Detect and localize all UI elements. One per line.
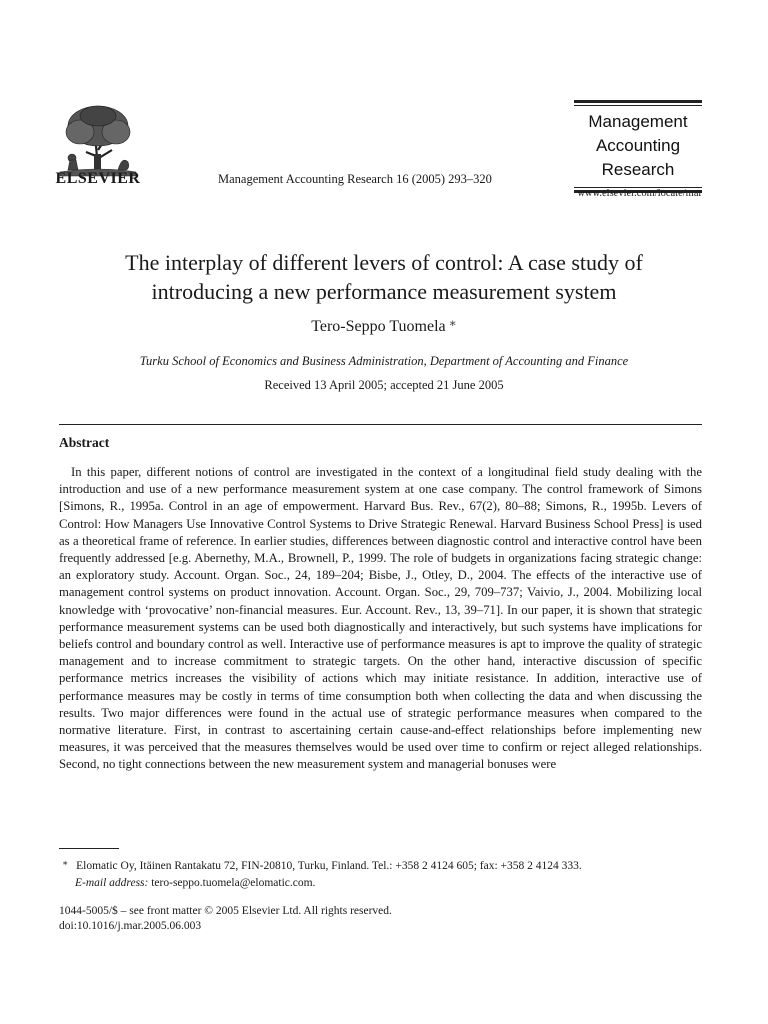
journal-title-line: Accounting (595, 136, 681, 155)
article-title-line: The interplay of different levers of control: A case study of (125, 250, 643, 275)
abstract-top-rule (59, 424, 702, 425)
author-affiliation: Turku School of Economics and Business Administration, Department of Accounting and Finance (139, 354, 629, 368)
footnote-rule (59, 848, 119, 849)
journal-title-line: Management (588, 112, 688, 131)
journal-title-box (574, 100, 702, 193)
email-label: E-mail address: (75, 877, 149, 889)
abstract-heading: Abstract (59, 435, 110, 450)
email-address[interactable]: tero-seppo.tuomela@elomatic.com. (151, 877, 316, 889)
received-dates: Received 13 April 2005; accepted 21 June 2005 (264, 378, 504, 392)
journal-title-line: Research (601, 160, 675, 179)
footnote-address: Elomatic Oy, Itäinen Rantakatu 72, FIN-20810, Turku, Finland. Tel.: +358 2 4124 605; fax: +358 2 4124 333. (76, 860, 582, 872)
journal-title (574, 106, 702, 185)
journal-citation: Management Accounting Research 16 (2005) 293–320 (218, 172, 492, 186)
issn-line: 1044-5005/$ – see front matter © 2005 Elsevier Ltd. All rights reserved. (59, 905, 392, 917)
article-title-line: introducing a new performance measurement system (151, 279, 617, 304)
journal-title-top-rule (574, 100, 702, 103)
front-matter (59, 904, 392, 934)
doi-line[interactable]: doi:10.1016/j.mar.2005.06.003 (59, 920, 202, 932)
author-line (60, 316, 708, 336)
footnote-mark: ∗ (62, 858, 69, 868)
abstract-body: In this paper, different notions of control are investigated in the context of a longitudinal field study dealing with the introduction and use of a new performance measurement system at one case company. The control framework of Simons [Simons, R., 1995a. Control in an age of empowerment. Harvard Bus. Rev., 67(2), 80–88; Simons, R., 1995b. Levers of Control: How Managers Use Innovative Control Systems to Drive Strategic Renewal. Harvard Business School Press] is used as a theoretical frame of reference. In earlier studies, differences between diagnostic control and interactive control have been frequently addressed [e.g. Abernethy, M.A., Brownell, P., 1999. The role of budgets in organizations facing strategic change: an exploratory study. Account. Organ. Soc., 24, 189–204; Bisbe, J., Otley, D., 2004. The effects of the interactive use of management control systems on product innovation. Account. Organ. Soc., 29, 709–737; Vaivio, J., 2004. Mobilizing local knowledge with ‘provocative’ non-financial measures. Eur. Account. Rev., 13, 39–71]. In our paper, it is shown that strategic performance measurement systems can be used both diagnostically and interactively, but such systems have implications for beliefs control and boundary control as well. Interactive use of performance measures is apt to improve the quality of strategic management and to increase commitment to strategic targets. On the other hand, interactive discussion of specific performance metrics increases the visibility of actions which may initiate resistance. In addition, interactive use of performance measures may be costly in terms of time consumption both when collecting the data and when discussing the results. Two major differences were found in the actual use of strategic performance measures when compared to the normative literature. First, in contrast to ascertaining certain cause-and-effect relationships before implementing new measures, it was perceived that the measures themselves would be used over time to confirm or reject alleged relationships. Second, no tight connections between the new measurement system and managerial bonuses were (59, 465, 702, 772)
footnote-email-line (62, 875, 702, 892)
author-footnote-mark[interactable]: ∗ (448, 316, 457, 330)
journal-url-link[interactable]: www.elsevier.com/locate/mar (577, 188, 702, 199)
article-title (60, 248, 708, 306)
author-footnote (62, 855, 702, 892)
footnote-address-line (62, 855, 702, 875)
author-name: Tero-Seppo Tuomela (311, 318, 446, 335)
publisher-name: ELSEVIER (55, 170, 141, 187)
